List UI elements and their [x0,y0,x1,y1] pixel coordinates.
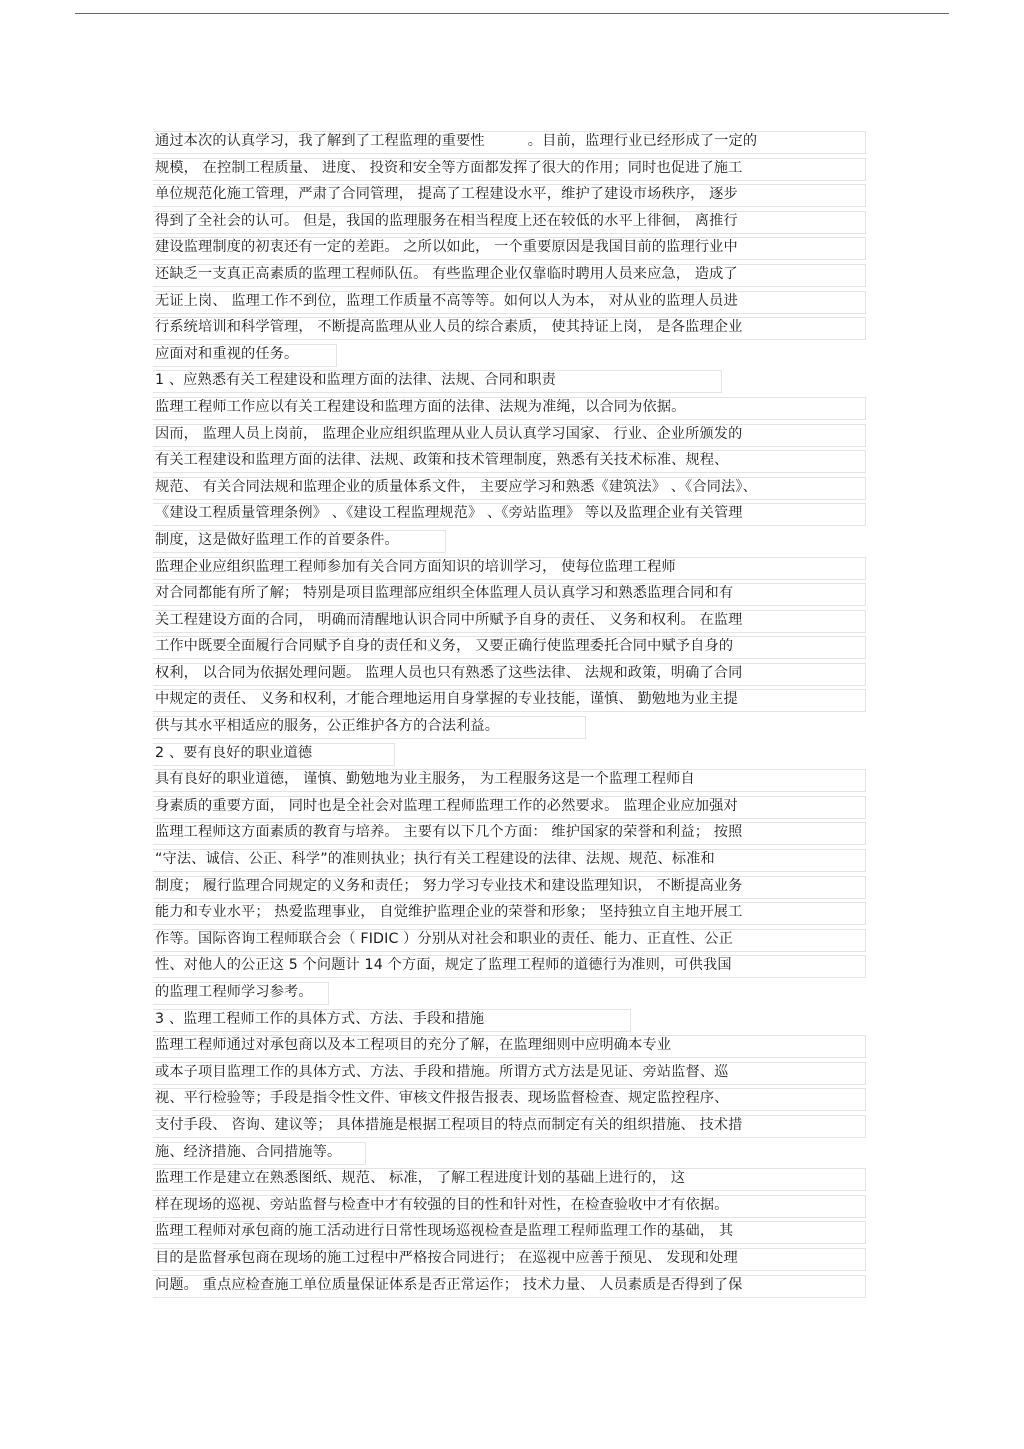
text-line [155,314,870,341]
text-line [155,261,870,288]
line-text: 规模， 在控制工程质量、 进度、 投资和安全等方面都发挥了很大的作用；同时也促进了施工 [155,159,743,176]
text-line [155,394,870,421]
text-line [155,633,870,660]
text-line [155,527,870,554]
text-line [155,1192,870,1219]
line-text: 身素质的重要方面， 同时也是全社会对监理工程师监理工作的必然要求。 监理企业应加强对 [155,797,738,814]
line-text: 得到了全社会的认可。 但是，我国的监理服务在相当程度上还在较低的水平上徘徊， 离推行 [155,212,738,229]
text-line [155,686,870,713]
text-line [155,846,870,873]
line-text: 制度，这是做好监理工作的首要条件。 [155,531,399,548]
line-text: 关工程建设方面的合同， 明确而清醒地认识合同中所赋予自身的责任、 义务和权利。 在监理 [155,611,743,628]
line-text: 具有良好的职业道德， 谨慎、勤勉地为业主服务， 为工程服务这是一个监理工程师自 [155,771,695,788]
text-line [155,1218,870,1245]
text-line [155,1085,870,1112]
line-text: 《建设工程质量管理条例》 、《建设工程监理规范》 、《旁站监理》 等以及监理企业有关管理 [155,505,743,522]
line-text: 监理企业应组织监理工程师参加有关合同方面知识的培训学习， 使每位监理工程师 [155,558,676,575]
text-line [155,288,870,315]
text-line [155,447,870,474]
line-text: 或本子项目监理工作的具体方式、方法、手段和措施。所谓方式方法是见证、旁站监督、巡 [155,1063,729,1080]
line-text: 制度； 履行监理合同规定的义务和责任； 努力学习专业技术和建设监理知识， 不断提高业务 [155,877,743,894]
text-line [155,341,870,368]
line-text: 2 、要有良好的职业道德 [155,744,313,761]
header-rule [75,13,949,14]
text-line [155,607,870,634]
line-text: 对合同都能有所了解； 特别是项目监理部应组织全体监理人员认真学习和熟悉监理合同和有 [155,585,734,602]
text-line [155,1006,870,1033]
line-text: 问题。 重点应检查施工单位质量保证体系是否正常运作； 技术力量、 人员素质是否得到了保 [155,1276,743,1293]
text-line [155,952,870,979]
text-line [155,421,870,448]
line-text: 目的是监督承包商在现场的施工过程中严格按合同进行； 在巡视中应善于预见、 发现和处理 [155,1249,738,1266]
text-line [155,554,870,581]
text-line [155,793,870,820]
line-text: 性、对他人的公正这 5 个问题计 14 个方面，规定了监理工程师的道德行为准则，可供我国 [155,957,732,974]
text-line [155,181,870,208]
line-text: 行系统培训和科学管理， 不断提高监理从业人员的综合素质， 使其持证上岗， 是各监理企业 [155,319,743,336]
line-text: 视、平行检验等；手段是指令性文件、审核文件报告报表、现场监督检查、规定监控程序、 [155,1090,729,1107]
text-line [155,367,870,394]
line-text: 监理工程师工作应以有关工程建设和监理方面的法律、法规为准绳，以合同为依据。 [155,398,686,415]
line-text: 通过本次的认真学习，我了解到了工程监理的重要性 。目前，监理行业已经形成了一定的 [155,133,758,149]
text-line [155,208,870,235]
line-text: 中规定的责任、 义务和权利，才能合理地运用自身掌握的专业技能，谨慎、 勤勉地为业主提 [155,691,738,708]
text-line [155,1112,870,1139]
line-text: 施、经济措施、合同措施等。 [155,1143,342,1160]
line-text: 有关工程建设和监理方面的法律、法规、政策和技术管理制度，熟悉有关技术标准、规程、 [155,452,729,469]
text-line [155,500,870,527]
line-text: 建设监理制度的初衷还有一定的差距。 之所以如此， 一个重要原因是我国目前的监理行业中 [155,239,738,256]
text-line [155,1165,870,1192]
text-line [155,1032,870,1059]
line-text: 能力和专业水平； 热爱监理事业， 自觉维护监理企业的荣誉和形象； 坚持独立自主地开展工 [155,904,743,921]
line-text: 权利， 以合同为依据处理问题。 监理人员也只有熟悉了这些法律、 法规和政策，明确了合同 [155,664,743,681]
line-text: 无证上岗、 监理工作不到位，监理工作质量不高等等。如何以人为本， 对从业的监理人员进 [155,292,738,309]
line-text: 规范、 有关合同法规和监理企业的质量体系文件， 主要应学习和熟悉《建筑法》 、《合同法》、 [155,478,757,495]
line-text: 1 、应熟悉有关工程建设和监理方面的法律、法规、合同和职责 [155,372,556,389]
document-body [155,128,870,1298]
line-text: 3 、监理工程师工作的具体方式、方法、手段和措施 [155,1010,485,1027]
line-text: 监理工程师这方面素质的教育与培养。 主要有以下几个方面： 维护国家的荣誉和利益； 按照 [155,824,743,841]
text-line [155,713,870,740]
line-text: 单位规范化施工管理，严肃了合同管理， 提高了工程建设水平，维护了建设市场秩序， 逐步 [155,186,738,203]
line-text: 供与其水平相适应的服务，公正维护各方的合法利益。 [155,718,500,735]
line-text: 还缺乏一支真正高素质的监理工程师队伍。 有些监理企业仅靠临时聘用人员来应急， 造成了 [155,265,738,282]
text-line [155,660,870,687]
text-line [155,926,870,953]
line-text: 监理工作是建立在熟悉图纸、规范、 标准， 了解工程进度计划的基础上进行的， 这 [155,1170,686,1187]
text-line [155,234,870,261]
text-line [155,899,870,926]
text-line [155,1059,870,1086]
text-line [155,873,870,900]
text-line [155,128,870,155]
line-text: 监理工程师对承包商的施工活动进行日常性现场巡视检查是监理工程师监理工作的基础， 其 [155,1223,734,1240]
text-line [155,1139,870,1166]
text-line [155,766,870,793]
line-text: 作等。国际咨询工程师联合会（ FIDIC ）分别从对社会和职业的责任、能力、正直性、公正 [155,930,733,947]
line-text: 监理工程师通过对承包商以及本工程项目的充分了解，在监理细则中应明确本专业 [155,1037,672,1054]
text-line [155,819,870,846]
text-line [155,155,870,182]
line-text: 样在现场的巡视、旁站监督与检查中才有较强的目的性和针对性，在检查验收中才有依据。 [155,1196,729,1213]
text-line [155,740,870,767]
text-line [155,979,870,1006]
line-text: 应面对和重视的任务。 [155,345,299,362]
line-text: 工作中既要全面履行合同赋予自身的责任和义务， 又要正确行使监理委托合同中赋予自身的 [155,638,734,655]
text-line [155,580,870,607]
text-line [155,1272,870,1299]
line-text: 的监理工程师学习参考。 [155,984,313,1000]
text-line [155,1245,870,1272]
line-text: 支付手段、 咨询、建议等； 具体措施是根据工程项目的特点而制定有关的组织措施、 技术措 [155,1116,743,1133]
text-line [155,474,870,501]
line-text: 因而， 监理人员上岗前， 监理企业应组织监理从业人员认真学习国家、 行业、企业所颁发的 [155,425,743,442]
line-text: “守法、诚信、公正、科学”的准则执业；执行有关工程建设的法律、法规、规范、标准和 [155,851,715,868]
